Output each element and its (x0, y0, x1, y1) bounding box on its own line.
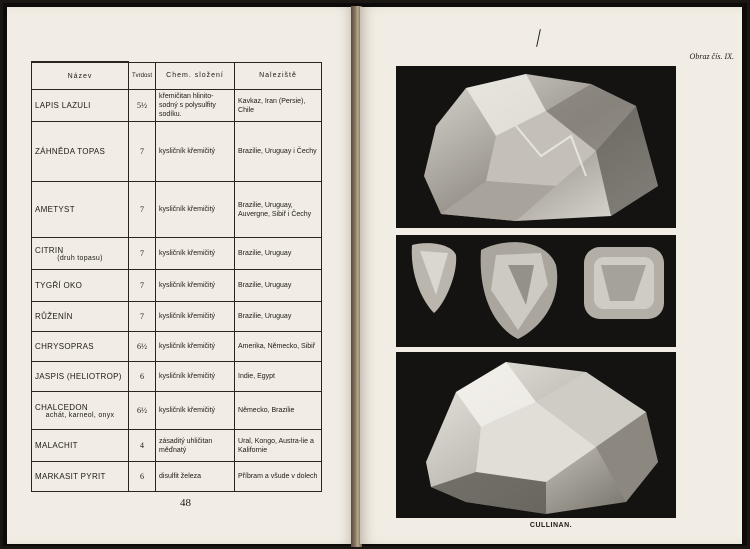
gem-hardness: 6 (129, 462, 156, 492)
gem-locality: Příbram a všude v dolech (235, 462, 322, 492)
photo-caption: CULLINAN. (529, 522, 573, 529)
table-row (32, 362, 322, 392)
book-spread (3, 3, 747, 546)
gem-name-cell (32, 122, 129, 182)
gem-hardness: 4 (129, 430, 156, 462)
gem-name: MARKASIT PYRIT (35, 472, 106, 481)
gem-name-cell (32, 362, 129, 392)
gem-locality: Brazilie, Uruguay (235, 302, 322, 332)
gem-locality: Amerika, Německo, Sibiř (235, 332, 322, 362)
gem-composition: kysličník křemičitý (156, 332, 235, 362)
gem-name: LAPIS LAZULI (35, 101, 91, 110)
table-row (32, 430, 322, 462)
gem-name-cell (32, 430, 129, 462)
gem-hardness: 6½ (129, 332, 156, 362)
gem-locality: Ural, Kongo, Austra-lie a Kalifornie (235, 430, 322, 462)
gem-name-cell (32, 332, 129, 362)
table-row (32, 90, 322, 122)
gem-hardness: 7 (129, 302, 156, 332)
gem-locality: Brazilie, Uruguay i Čechy (235, 122, 322, 182)
gem-name: MALACHIT (35, 441, 78, 450)
cullinan-image (396, 352, 676, 518)
pen-mark (536, 29, 541, 47)
gem-hardness: 5½ (129, 90, 156, 122)
gem-name-cell (32, 90, 129, 122)
gem-locality: Brazilie, Uruguay (235, 270, 322, 302)
gem-subname: achát, karneol, onyx (45, 411, 115, 419)
gem-hardness: 7 (129, 182, 156, 238)
gem-composition: kysličník křemičitý (156, 392, 235, 430)
gem-name: CHRYSOPRAS (35, 342, 94, 351)
photo-cut-diamonds (396, 235, 676, 347)
gem-name: ZÁHNĚDA TOPAS (35, 147, 106, 156)
gem-name-cell (32, 182, 129, 238)
table-row (32, 122, 322, 182)
gem-name: AMETYST (35, 205, 75, 214)
right-page (360, 7, 742, 544)
header-name: Název (32, 62, 129, 90)
gem-composition: zásaditý uhličitan měďnatý (156, 430, 235, 462)
cut-diamonds-image (396, 235, 676, 347)
gem-composition: kysličník křemičitý (156, 270, 235, 302)
header-composition: Chem. složení (156, 62, 235, 90)
gem-name-cell (32, 462, 129, 492)
table-header-row (32, 62, 322, 90)
rough-diamond-image (396, 66, 676, 228)
gem-composition: kysličník křemičitý (156, 238, 235, 270)
gem-name: CHALCEDON (35, 402, 88, 412)
gem-hardness: 6 (129, 362, 156, 392)
gem-name: RŮŽENÍN (35, 312, 73, 321)
gem-composition: kysličník křemičitý (156, 182, 235, 238)
gem-composition: kysličník křemičitý (156, 122, 235, 182)
gem-composition: disulfit železa (156, 462, 235, 492)
table-row (32, 392, 322, 430)
gem-name-cell (32, 392, 129, 430)
gem-locality: Německo, Brazilie (235, 392, 322, 430)
gem-name: CITRIN (35, 245, 64, 255)
gem-name: JASPIS (HELIOTROP) (35, 372, 122, 381)
header-hardness: Tvrdost (129, 62, 156, 90)
gem-subname: (druh topasu) (57, 254, 103, 262)
left-page (7, 7, 354, 544)
table-row (32, 182, 322, 238)
gem-composition: kysličník křemičitý (156, 302, 235, 332)
gem-composition: křemičitan hlinito-sodný s polysulfity sodíku. (156, 90, 235, 122)
gem-locality: Brazilie, Uruguay (235, 238, 322, 270)
photo-cullinan (396, 352, 676, 518)
plate-label: Obraz čís. IX. (689, 52, 734, 61)
gem-locality: Indie, Egypt (235, 362, 322, 392)
table-row (32, 332, 322, 362)
gem-locality: Kavkaz, Iran (Persie), Chile (235, 90, 322, 122)
gem-name-cell (32, 270, 129, 302)
gem-name-cell (32, 302, 129, 332)
gem-name-cell (32, 238, 129, 270)
table-row (32, 302, 322, 332)
header-locality: Naleziště (235, 62, 322, 90)
gem-hardness: 7 (129, 122, 156, 182)
gem-locality: Brazilie, Uruguay, Auvergne, Sibiř i Čechy (235, 182, 322, 238)
gem-composition: kysličník křemičitý (156, 362, 235, 392)
gemstone-table (31, 61, 322, 492)
table-row (32, 270, 322, 302)
table-body (32, 90, 322, 492)
photo-rough-diamond-top (396, 66, 676, 228)
gem-hardness: 7 (129, 238, 156, 270)
gem-name: TYGŘÍ OKO (35, 281, 83, 290)
gem-hardness: 6½ (129, 392, 156, 430)
gem-hardness: 7 (129, 270, 156, 302)
table-row (32, 462, 322, 492)
table-row (32, 238, 322, 270)
page-number: 48 (180, 497, 191, 509)
